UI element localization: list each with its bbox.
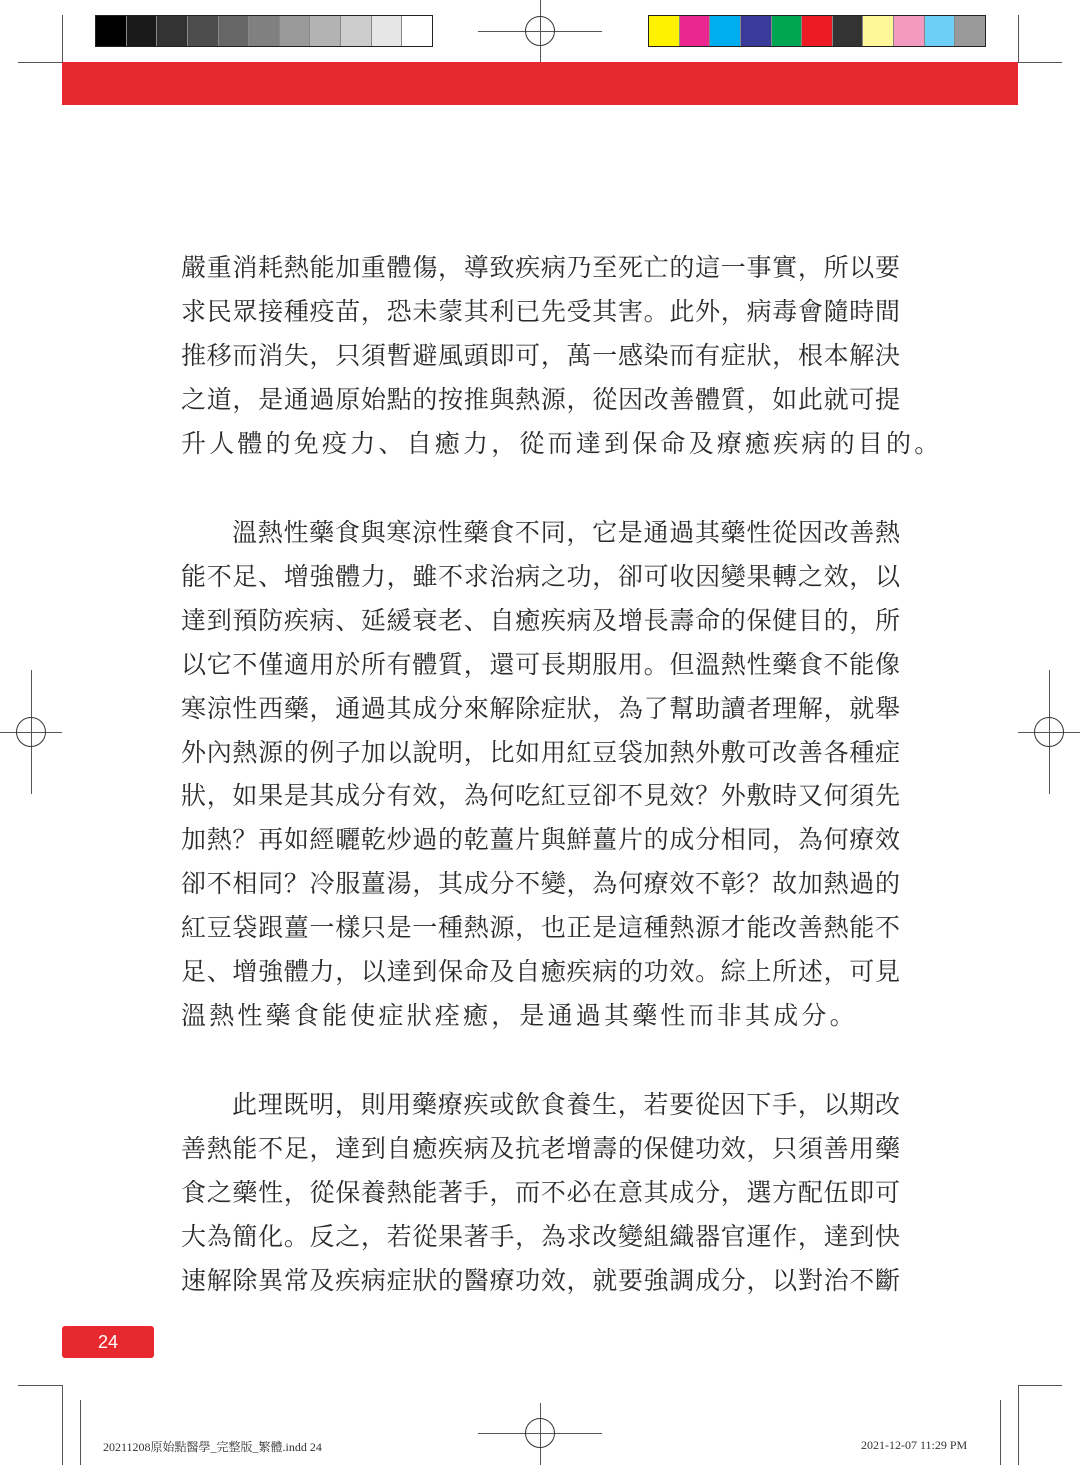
color-swatch: [802, 16, 833, 46]
page-number: 24: [62, 1326, 154, 1358]
text-line: 速解除異常及疾病症狀的醫療功效，就要強調成分，以對治不斷: [181, 1265, 900, 1295]
text-line: 之道，是通過原始點的按推與熱源，從因改善體質，如此就可提: [181, 384, 900, 414]
color-swatch: [127, 16, 158, 46]
color-swatch: [372, 16, 403, 46]
color-swatch: [772, 16, 803, 46]
header-red-band: [62, 62, 1018, 105]
text-line: 推移而消失，只須暫避風頭即可，萬一感染而有症狀，根本解決: [181, 340, 900, 370]
text-line: 外內熱源的例子加以說明，比如用紅豆袋加熱外敷可改善各種症: [181, 737, 900, 767]
text-line: 溫熱性藥食能使症狀痊癒，是通過其藥性而非其成分。: [181, 1000, 858, 1030]
text-line: 嚴重消耗熱能加重體傷，導致疾病乃至死亡的這一事實，所以要: [181, 253, 900, 282]
text-line: 升人體的免疫力、自癒力，從而達到保命及療癒疾病的目的。: [181, 428, 943, 458]
color-swatch: [680, 16, 711, 46]
text-line: 能不足、增強體力，雖不求治病之功，卻可收因變果轉之效，以: [181, 561, 900, 591]
color-swatch: [157, 16, 188, 46]
color-swatch: [280, 16, 311, 46]
slug-timestamp: 2021-12-07 11:29 PM: [861, 1438, 968, 1452]
text-line: 狀，如果是其成分有效，為何吃紅豆卻不見效？外敷時又何須先: [181, 781, 900, 811]
text-line: 足、增強體力，以達到保命及自癒疾病的功效。綜上所述，可見: [181, 957, 900, 986]
color-swatch: [310, 16, 341, 46]
color-swatch: [249, 16, 280, 46]
color-swatch: [341, 16, 372, 46]
process-color-bar: [648, 15, 986, 47]
text-line: 善熱能不足，達到自癒疾病及抗老增壽的保健功效，只須善用藥: [181, 1133, 900, 1163]
slug-filename: 20211208原始點醫學_完整版_繁體.indd 24: [103, 1440, 322, 1454]
color-swatch: [219, 16, 250, 46]
color-swatch: [710, 16, 741, 46]
text-line: 寒涼性西藥，通過其成分來解除症狀，為了幫助讀者理解，就舉: [181, 693, 900, 723]
color-swatch: [188, 16, 219, 46]
color-swatch: [741, 16, 772, 46]
text-line: 此理既明，則用藥療疾或飲食養生，若要從因下手，以期改: [232, 1090, 900, 1119]
color-swatch: [955, 16, 985, 46]
color-swatch: [649, 16, 680, 46]
color-swatch: [402, 16, 432, 46]
text-line: 以它不僅適用於所有體質，還可長期服用。但溫熱性藥食不能像: [181, 649, 900, 679]
text-line: 卻不相同？冷服薑湯，其成分不變，為何療效不彰？故加熱過的: [181, 869, 900, 899]
color-swatch: [925, 16, 956, 46]
text-line: 紅豆袋跟薑一樣只是一種熱源，也正是這種熱源才能改善熱能不: [181, 913, 900, 943]
color-swatch: [833, 16, 864, 46]
color-swatch: [863, 16, 894, 46]
text-line: 求民眾接種疫苗，恐未蒙其利已先受其害。此外，病毒會隨時間: [181, 296, 900, 326]
text-line: 大為簡化。反之，若從果著手，為求改變組織器官運作，達到快: [181, 1221, 900, 1251]
text-line: 食之藥性，從保養熱能著手，而不必在意其成分，選方配伍即可: [181, 1177, 900, 1207]
text-line: 溫熱性藥食與寒涼性藥食不同，它是通過其藥性從因改善熱: [232, 518, 900, 547]
text-line: 達到預防疾病、延緩衰老、自癒疾病及增長壽命的保健目的，所: [181, 605, 900, 635]
color-swatch: [894, 16, 925, 46]
color-swatch: [96, 16, 127, 46]
text-line: 加熱？再如經曬乾炒過的乾薑片與鮮薑片的成分相同，為何療效: [181, 825, 900, 855]
grayscale-color-bar: [95, 15, 433, 47]
